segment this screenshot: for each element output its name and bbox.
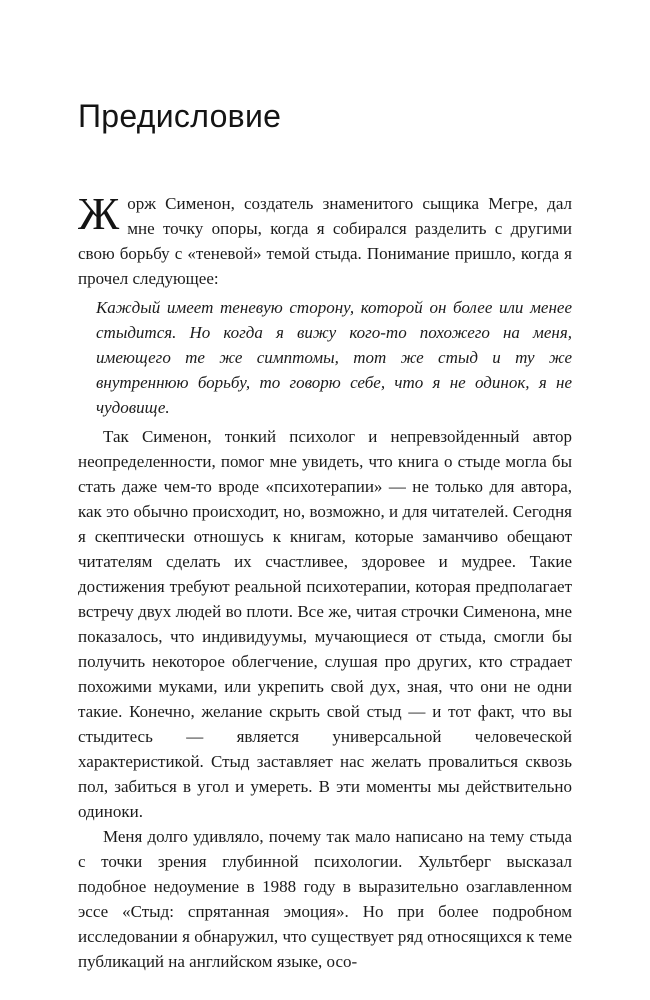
opening-paragraph-text: орж Сименон, создатель знаменитого сыщика Мегре, дал мне точку опоры, когда я собирался разделить с другими свою борьбу с «теневой» темой стыда. Понимание пришло, когда я прочел следующее:: [78, 194, 572, 288]
drop-cap-initial: Ж: [78, 188, 120, 239]
chapter-title: Предисловие: [78, 98, 282, 134]
paragraph: Так Сименон, тонкий психолог и непревзойденный автор неопределенности, помог мне увидеть, что книга о стыде могла бы стать даже чем-то вроде «психотерапии» — не только для автора, как это обычно происходит, но, возможно, и для читателей. Сегодня я скептически отношусь к книгам, которые заманчиво обещают читателям сделать их счастливее, здоровее и мудрее. Такие достижения требуют реальной психотерапии, которая предполагает встречу двух людей во плоти. Все же, читая строчки Сименона, мне показалось, что индивидуумы, мучающиеся от стыда, смогли бы получить некоторое облегчение, слушая про других, кто страдает похожими муками, или укрепить свой дух, зная, что они не одни такие. Конечно, желание скрыть свой стыд — и тот факт, что вы стыдитесь — является универсальной человеческой характеристикой. Стыд заставляет нас желать провалиться сквозь пол, забиться в угол и умереть. В эти моменты мы действительно одиноки.: [78, 427, 572, 821]
page-body: [78, 188, 572, 974]
opening-paragraph: [78, 188, 572, 291]
block-quote: Каждый имеет теневую сторону, которой он более или менее стыдится. Но когда я вижу кого-то похожего на меня, имеющего те же симптомы, тот же стыд и ту же внутреннюю борьбу, то говорю себе, что я не одинок, я не чудовище.: [96, 298, 572, 417]
paragraph: Меня долго удивляло, почему так мало написано на тему стыда с точки зрения глубинной психологии. Хультберг высказал подобное недоумение в 1988 году в выразительно озаглавленном эссе «Стыд: спрятанная эмоция». Но при более подробном исследовании я обнаружил, что существует ряд относящихся к теме публикаций на английском языке, осо-: [78, 827, 572, 971]
